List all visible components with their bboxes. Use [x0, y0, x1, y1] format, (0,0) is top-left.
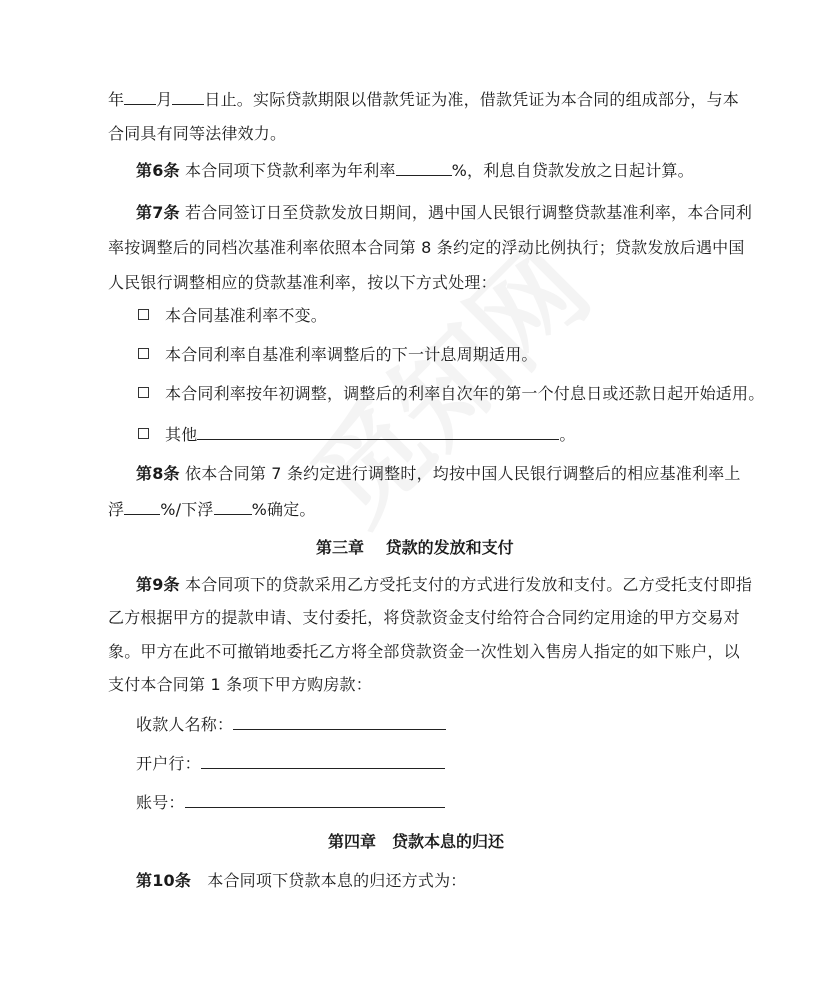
chapter-3-heading: 第三章 贷款的发放和支付 — [316, 538, 514, 557]
paragraph-line: 支付本合同第 1 条项下甲方购房款： — [108, 675, 372, 694]
blank-day-field[interactable] — [172, 89, 204, 105]
article-6-label: 第6条 — [136, 161, 180, 180]
paragraph-line: 率按调整后的同档次基准利率依照本合同第 8 条约定的浮动比例执行；贷款发放后遇中国 — [108, 238, 745, 257]
article-8-label: 第8条 — [136, 464, 180, 483]
term-end-line: 年 月 日止。实际贷款期限以借款凭证为准，借款凭证为本合同的组成部分，与本 — [108, 90, 740, 109]
payee-name-row — [136, 714, 446, 735]
interest-rate-field[interactable] — [396, 160, 452, 176]
checkbox[interactable] — [138, 428, 149, 439]
option-item[interactable]: 其他 。 — [138, 424, 576, 445]
article-7-label: 第7条 — [136, 203, 180, 222]
watermark — [272, 206, 617, 551]
blank-month-field[interactable] — [124, 89, 156, 105]
chapter-4-heading: 第四章 贷款本息的归还 — [328, 832, 505, 851]
payee-name-field[interactable] — [233, 714, 446, 730]
article-7: 第7条 若合同签订日至贷款发放日期间，遇中国人民银行调整贷款基准利率，本合同利 — [136, 203, 753, 222]
bank-label: 开户行： — [136, 754, 201, 773]
payee-name-label: 收款人名称： — [136, 715, 234, 734]
article-10: 第10条 本合同项下贷款本息的归还方式为： — [136, 871, 467, 890]
paragraph-line: 合同具有同等法律效力。 — [108, 124, 287, 143]
account-label: 账号： — [136, 793, 185, 812]
paragraph-line: 人民银行调整相应的贷款基准利率，按以下方式处理： — [108, 273, 497, 292]
article-6: 第6条 本合同项下贷款利率为年利率 %，利息自贷款发放之日起计算。 — [136, 161, 694, 180]
article-8: 第8条 依本合同第 7 条约定进行调整时，均按中国人民银行调整后的相应基准利率上 — [136, 464, 741, 483]
bank-row — [136, 753, 445, 774]
float-up-field[interactable] — [124, 499, 160, 515]
checkbox[interactable] — [138, 348, 149, 359]
checkbox[interactable] — [138, 387, 149, 398]
other-method-field[interactable] — [197, 424, 559, 440]
article-9-label: 第9条 — [136, 575, 180, 594]
float-rate-line: 浮 %/下浮 %确定。 — [108, 500, 316, 519]
article-9: 第9条 本合同项下的贷款采用乙方受托支付的方式进行发放和支付。乙方受托支付即指 — [136, 575, 753, 594]
option-item[interactable]: 本合同利率按年初调整，调整后的利率自次年的第一个付息日或还款日起开始适用。 — [138, 384, 764, 404]
account-field[interactable] — [185, 792, 445, 808]
option-item[interactable]: 本合同利率自基准利率调整后的下一计息周期适用。 — [138, 345, 538, 365]
option-item[interactable]: 本合同基准利率不变。 — [138, 306, 327, 326]
float-down-field[interactable] — [214, 499, 252, 515]
paragraph-line: 乙方根据甲方的提款申请、支付委托，将贷款资金支付给符合合同约定用途的甲方交易对 — [108, 608, 740, 627]
bank-field[interactable] — [201, 753, 445, 769]
checkbox[interactable] — [138, 309, 149, 320]
paragraph-line: 象。甲方在此不可撤销地委托乙方将全部贷款资金一次性划入售房人指定的如下账户，以 — [108, 642, 740, 661]
account-row — [136, 792, 445, 813]
article-10-label: 第10条 — [136, 871, 192, 890]
